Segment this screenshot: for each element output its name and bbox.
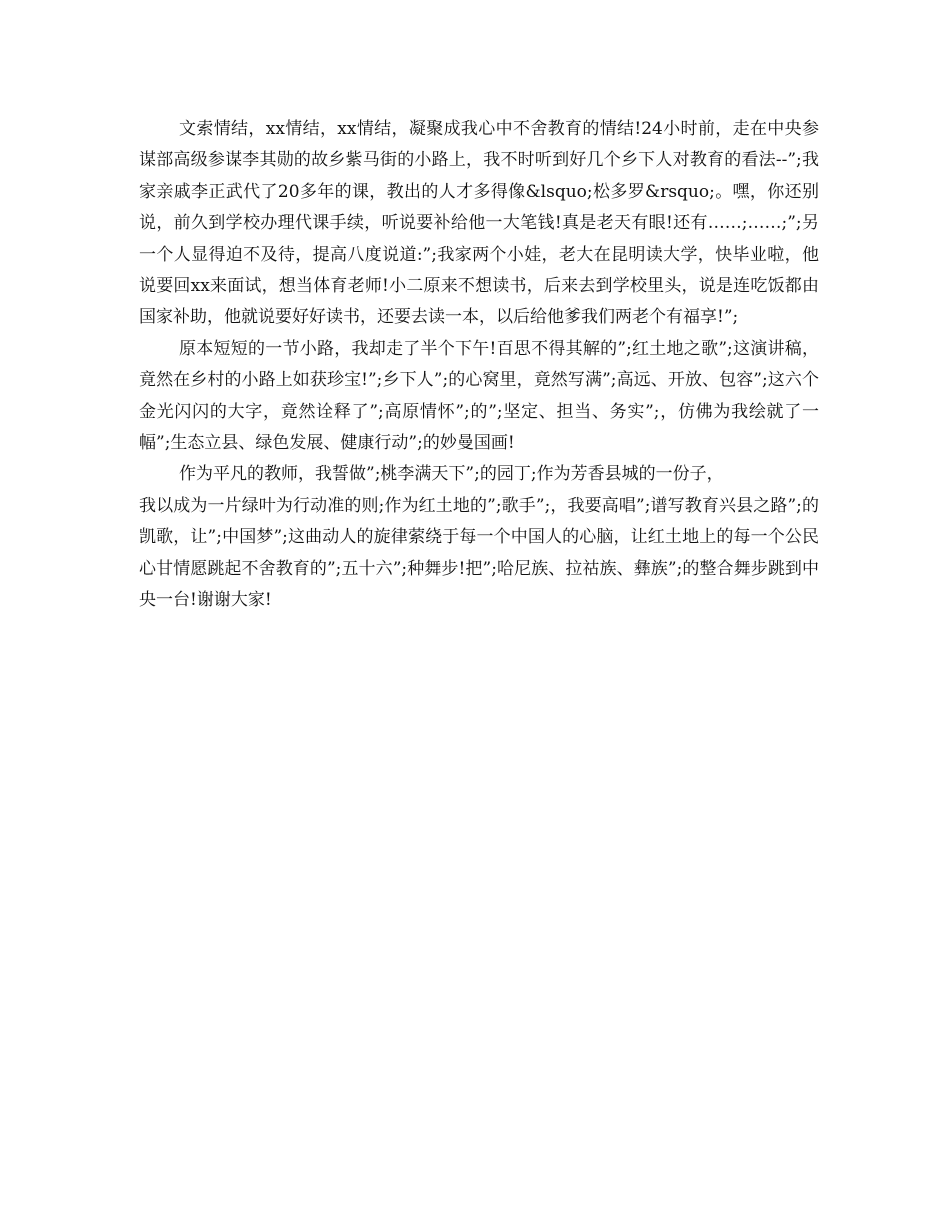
document-body [139,114,819,617]
paragraph-3-rest: 我以成为一片绿叶为行动准的则;作为红土地的”;歌手”;，我要高唱”;谱写教育兴县之路”;的凯歌，让”;中国梦”;这曲动人的旋律萦绕于每一个中国人的心脑，让红土地上的每一个公民心甘情愿跳起不舍教育的”;五十六”;种舞步!把”;哈尼族、拉祜族、彝族”;的整合舞步跳到中央一台!谢谢大家! [139,495,819,611]
paragraph-3 [139,459,819,616]
paragraph-3-line-1: 作为平凡的教师，我誓做”;桃李满天下”;的园丁;作为芳香县城的一份子， [179,464,724,485]
paragraph-1: 文索情结，xx情结，xx情结，凝聚成我心中不舍教育的情结!24小时前，走在中央参谋部高级参谋李其勋的故乡紫马街的小路上，我不时听到好几个乡下人对教育的看法--”;我家亲戚李正武代了20多年的课，教出的人才多得像&lsquo;松多罗&rsquo;。嘿，你还别说，前久到学校办理代课手续，听说要补给他一大笔钱!真是老天有眼!还有……;……;”;另一个人显得迫不及待，提高八度说道:”;我家两个小娃，老大在昆明读大学，快毕业啦，他说要回xx来面试，想当体育老师!小二原来不想读书，后来去到学校里头，说是连吃饭都由国家补助，他就说要好好读书，还要去读一本，以后给他爹我们两老个有福享!”; [139,119,819,328]
paragraph-2: 原本短短的一节小路，我却走了半个下午!百思不得其解的”;红土地之歌”;这演讲稿，竟然在乡村的小路上如获珍宝!”;乡下人”;的心窝里，竟然写满”;高远、开放、包容”;这六个金光闪闪的大字，竟然诠释了”;高原情怀”;的”;坚定、担当、务实”;，仿佛为我绘就了一幅”;生态立县、绿色发展、健康行动”;的妙曼国画! [139,338,819,454]
